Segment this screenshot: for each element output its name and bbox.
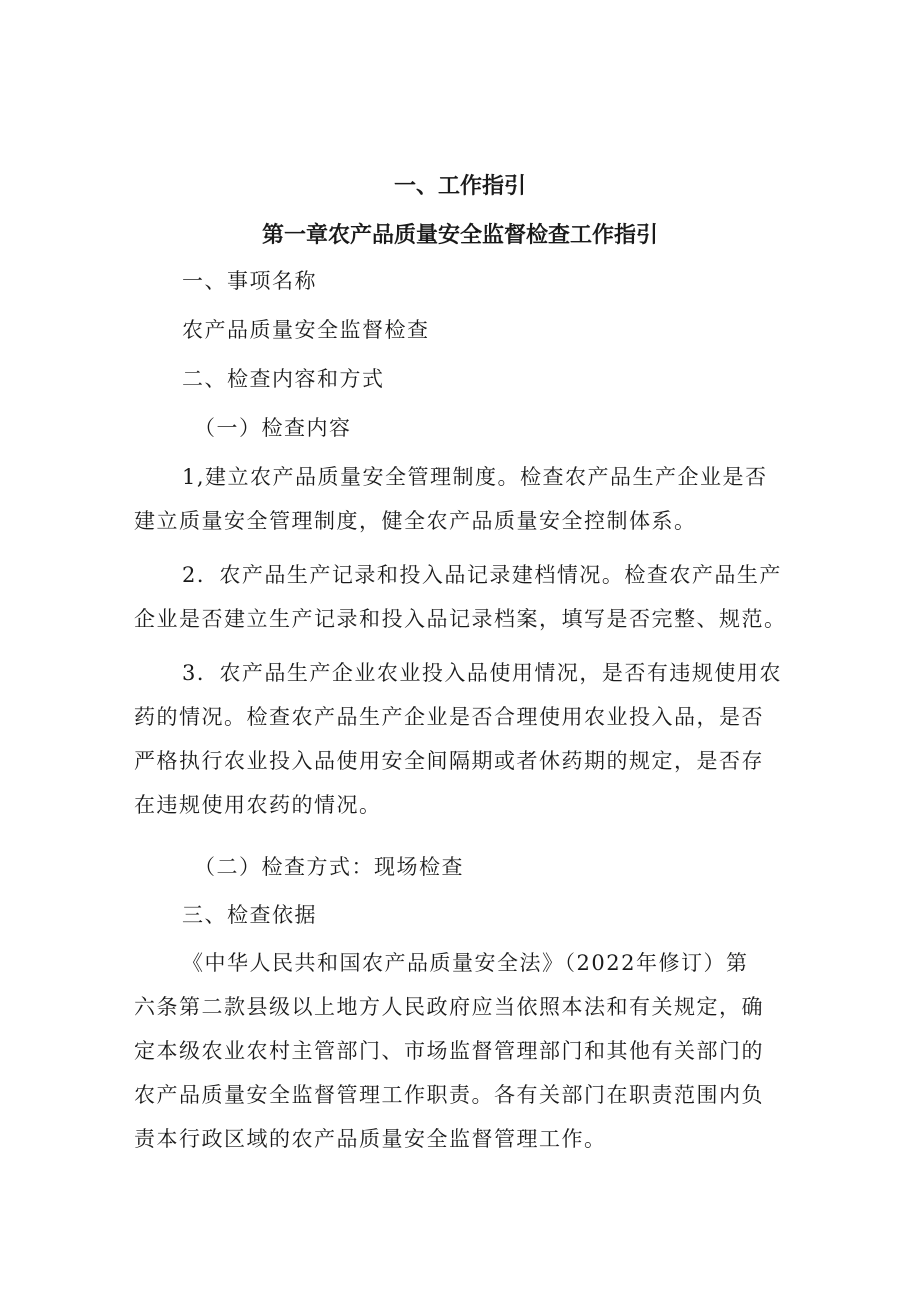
section-2-title: 二、检查内容和方式 bbox=[182, 367, 385, 391]
chapter-title: 第一章农产品质量安全监督检查工作指引 bbox=[261, 223, 658, 248]
check-item-2 bbox=[134, 553, 794, 641]
legal-basis-line: 农产品质量安全监督管理工作职责。各有关部门在职责范围内负 bbox=[134, 1083, 764, 1107]
section-3-title: 三、检查依据 bbox=[182, 903, 317, 927]
check-item-3 bbox=[134, 651, 794, 827]
check-item-3-line: 3．农产品生产企业农业投入品使用情况，是否有违规使用农 bbox=[182, 661, 782, 685]
check-item-3-line: 在违规使用农药的情况。 bbox=[134, 793, 382, 817]
legal-basis-line: 六条第二款县级以上地方人民政府应当依照本法和有关规定，确 bbox=[134, 995, 764, 1019]
legal-basis-line: 责本行政区域的农产品质量安全监督管理工作。 bbox=[134, 1127, 607, 1151]
check-item-3-line: 严格执行农业投入品使用安全间隔期或者休药期的规定，是否存 bbox=[134, 749, 764, 773]
sub-heading-check-content: （一）检查内容 bbox=[194, 416, 352, 440]
legal-basis-line: 定本级农业农村主管部门、市场监督管理部门和其他有关部门的 bbox=[134, 1039, 764, 1063]
check-item-1-line: 1,建立农产品质量安全管理制度。检查农产品生产企业是否 bbox=[182, 465, 768, 489]
section-1-title: 一、事项名称 bbox=[182, 269, 317, 293]
check-item-2-line: 企业是否建立生产记录和投入品记录档案，填写是否完整、规范。 bbox=[134, 607, 787, 631]
document-heading: 一、工作指引 bbox=[393, 174, 526, 199]
sub-heading-check-method: （二）检查方式：现场检查 bbox=[194, 855, 464, 879]
legal-basis-paragraph bbox=[134, 941, 794, 1161]
legal-basis-line: 《中华人民共和国农产品质量安全法》（2022年修订）第 bbox=[182, 951, 749, 975]
section-1-content: 农产品质量安全监督检查 bbox=[182, 318, 430, 342]
check-item-1 bbox=[134, 455, 794, 543]
check-item-2-line: 2．农产品生产记录和投入品记录建档情况。检查农产品生产 bbox=[182, 563, 782, 587]
check-item-3-line: 药的情况。检查农产品生产企业是否合理使用农业投入品，是否 bbox=[134, 705, 764, 729]
check-item-1-line: 建立质量安全管理制度，健全农产品质量安全控制体系。 bbox=[134, 509, 697, 533]
